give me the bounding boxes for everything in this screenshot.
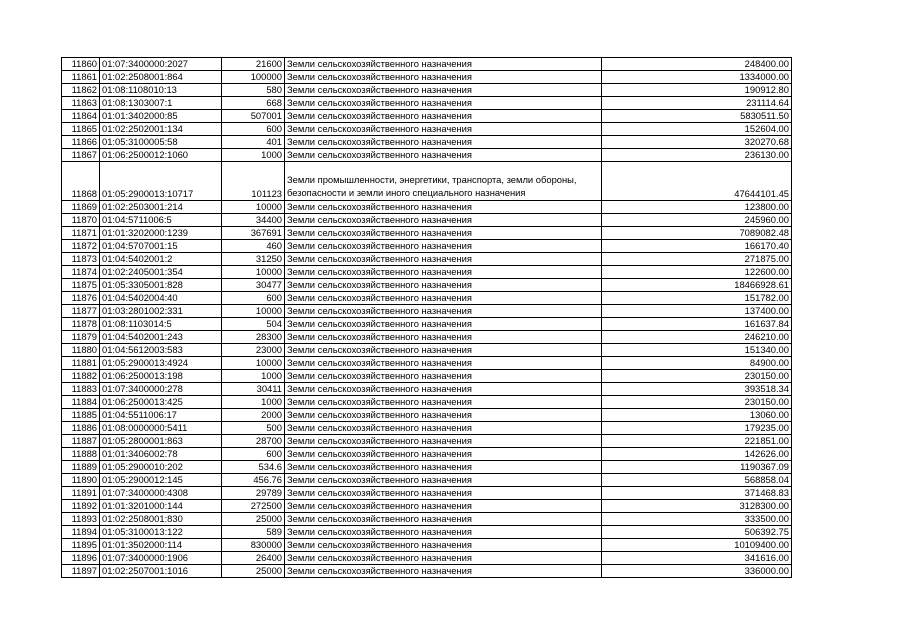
cadastral-value-cell: 236130.00 [602,149,792,162]
table-row [62,149,792,162]
table-row [62,539,792,552]
cadastral-number-cell: 01:06:2500013:425 [100,396,222,409]
land-category-cell: Земли сельскохозяйственного назначения [285,266,602,279]
cadastral-number-cell: 01:05:3305001:828 [100,279,222,292]
land-category-cell: Земли сельскохозяйственного назначения [285,513,602,526]
area-cell: 30411 [222,383,285,396]
table-row [62,71,792,84]
area-cell: 23000 [222,344,285,357]
table-row [62,500,792,513]
cadastral-value-cell: 190912.80 [602,84,792,97]
row-number-cell: 11873 [62,253,100,266]
area-cell: 589 [222,526,285,539]
land-category-cell: Земли сельскохозяйственного назначения [285,500,602,513]
land-category-cell: Земли сельскохозяйственного назначения [285,461,602,474]
land-category-cell: Земли сельскохозяйственного назначения [285,97,602,110]
table-row [62,487,792,500]
land-category-cell: Земли сельскохозяйственного назначения [285,565,602,578]
cadastral-number-cell: 01:05:2900013:4924 [100,357,222,370]
cadastral-value-cell: 10109400.00 [602,539,792,552]
table-row [62,58,792,71]
table-row [62,331,792,344]
table-row [62,123,792,136]
area-cell: 101123 [222,162,285,201]
land-category-cell: Земли сельскохозяйственного назначения [285,110,602,123]
land-category-cell: Земли сельскохозяйственного назначения [285,474,602,487]
area-cell: 600 [222,448,285,461]
land-category-cell: Земли сельскохозяйственного назначения [285,383,602,396]
table-row [62,292,792,305]
row-number-cell: 11869 [62,201,100,214]
cadastral-number-cell: 01:08:1103014:5 [100,318,222,331]
table-row [62,435,792,448]
cadastral-number-cell: 01:08:1303007:1 [100,97,222,110]
area-cell: 580 [222,84,285,97]
row-number-cell: 11876 [62,292,100,305]
land-category-cell: Земли сельскохозяйственного назначения [285,84,602,97]
cadastral-value-cell: 151340.00 [602,344,792,357]
cadastral-value-cell: 230150.00 [602,370,792,383]
row-number-cell: 11862 [62,84,100,97]
land-category-cell: Земли сельскохозяйственного назначения [285,58,602,71]
cadastral-number-cell: 01:04:5711006:5 [100,214,222,227]
cadastral-number-cell: 01:04:5402004:40 [100,292,222,305]
cadastral-number-cell: 01:01:3201000:144 [100,500,222,513]
area-cell: 30477 [222,279,285,292]
land-category-cell: Земли сельскохозяйственного назначения [285,396,602,409]
area-cell: 1000 [222,149,285,162]
land-category-cell: Земли сельскохозяйственного назначения [285,149,602,162]
row-number-cell: 11896 [62,552,100,565]
area-cell: 668 [222,97,285,110]
area-cell: 401 [222,136,285,149]
cadastral-value-cell: 333500.00 [602,513,792,526]
land-category-cell: Земли сельскохозяйственного назначения [285,292,602,305]
land-category-cell: Земли сельскохозяйственного назначения [285,136,602,149]
cadastral-number-cell: 01:01:3202000:1239 [100,227,222,240]
cadastral-value-cell: 320270.68 [602,136,792,149]
table-row [62,552,792,565]
area-cell: 504 [222,318,285,331]
cadastral-value-cell: 568858.04 [602,474,792,487]
cadastral-value-cell: 506392.75 [602,526,792,539]
row-number-cell: 11879 [62,331,100,344]
area-cell: 600 [222,292,285,305]
land-category-cell: Земли сельскохозяйственного назначения [285,318,602,331]
cadastral-value-cell: 336000.00 [602,565,792,578]
table-row [62,201,792,214]
cadastral-value-cell: 248400.00 [602,58,792,71]
row-number-cell: 11878 [62,318,100,331]
row-number-cell: 11871 [62,227,100,240]
row-number-cell: 11897 [62,565,100,578]
area-cell: 1000 [222,396,285,409]
area-cell: 456.76 [222,474,285,487]
land-category-cell: Земли сельскохозяйственного назначения [285,71,602,84]
cadastral-number-cell: 01:04:5612003:583 [100,344,222,357]
area-cell: 28300 [222,331,285,344]
land-category-cell: Земли сельскохозяйственного назначения [285,487,602,500]
land-category-cell: Земли сельскохозяйственного назначения [285,357,602,370]
area-cell: 29789 [222,487,285,500]
area-cell: 34400 [222,214,285,227]
cadastral-value-cell: 3128300.00 [602,500,792,513]
cadastral-number-cell: 01:02:2405001:354 [100,266,222,279]
area-cell: 10000 [222,305,285,318]
cadastral-value-cell: 246210.00 [602,331,792,344]
row-number-cell: 11888 [62,448,100,461]
table-row [62,565,792,578]
area-cell: 500 [222,422,285,435]
table-row [62,422,792,435]
table-row [62,461,792,474]
row-number-cell: 11874 [62,266,100,279]
area-cell: 21600 [222,58,285,71]
table-row [62,162,792,201]
cadastral-number-cell: 01:05:2800001:863 [100,435,222,448]
cadastral-number-cell: 01:06:2500013:198 [100,370,222,383]
cadastral-number-cell: 01:08:1108010:13 [100,84,222,97]
cadastral-number-cell: 01:02:2503001:214 [100,201,222,214]
row-number-cell: 11866 [62,136,100,149]
cadastral-value-cell: 179235.00 [602,422,792,435]
land-category-cell: Земли сельскохозяйственного назначения [285,201,602,214]
row-number-cell: 11887 [62,435,100,448]
cadastral-number-cell: 01:05:3100005:58 [100,136,222,149]
cadastral-number-cell: 01:02:2508001:864 [100,71,222,84]
area-cell: 600 [222,123,285,136]
row-number-cell: 11894 [62,526,100,539]
land-category-cell: Земли сельскохозяйственного назначения [285,409,602,422]
cadastral-number-cell: 01:04:5402001:2 [100,253,222,266]
row-number-cell: 11872 [62,240,100,253]
area-cell: 460 [222,240,285,253]
area-cell: 507001 [222,110,285,123]
cadastral-number-cell: 01:05:2900010:202 [100,461,222,474]
row-number-cell: 11883 [62,383,100,396]
cadastral-value-cell: 230150.00 [602,396,792,409]
cadastral-number-cell: 01:08:0000000:5411 [100,422,222,435]
land-category-cell: Земли сельскохозяйственного назначения [285,279,602,292]
land-category-cell: Земли сельскохозяйственного назначения [285,526,602,539]
cadastral-value-cell: 1190367.09 [602,461,792,474]
cadastral-value-cell: 151782.00 [602,292,792,305]
table-row [62,240,792,253]
cadastral-number-cell: 01:02:2508001:830 [100,513,222,526]
row-number-cell: 11882 [62,370,100,383]
table-row [62,227,792,240]
area-cell: 272500 [222,500,285,513]
land-plots-table [61,57,792,578]
cadastral-value-cell: 142626.00 [602,448,792,461]
cadastral-value-cell: 84900.00 [602,357,792,370]
cadastral-value-cell: 161637.84 [602,318,792,331]
table-row [62,305,792,318]
table-row [62,513,792,526]
table-row [62,370,792,383]
row-number-cell: 11892 [62,500,100,513]
cadastral-number-cell: 01:07:3400000:2027 [100,58,222,71]
land-category-cell: Земли промышленности, энергетики, транспорта, земли обороны, безопасности и земли иного специального назначения [285,162,602,201]
area-cell: 830000 [222,539,285,552]
table-row [62,344,792,357]
row-number-cell: 11881 [62,357,100,370]
cadastral-value-cell: 231114.64 [602,97,792,110]
cadastral-number-cell: 01:05:3100013:122 [100,526,222,539]
area-cell: 534.6 [222,461,285,474]
cadastral-number-cell: 01:07:3400000:1906 [100,552,222,565]
table-body [62,58,792,578]
area-cell: 10000 [222,357,285,370]
area-cell: 25000 [222,565,285,578]
area-cell: 10000 [222,201,285,214]
table-row [62,383,792,396]
cadastral-value-cell: 152604.00 [602,123,792,136]
row-number-cell: 11880 [62,344,100,357]
cadastral-value-cell: 245960.00 [602,214,792,227]
cadastral-value-cell: 13060.00 [602,409,792,422]
table-row [62,448,792,461]
land-category-cell: Земли сельскохозяйственного назначения [285,214,602,227]
area-cell: 367691 [222,227,285,240]
row-number-cell: 11868 [62,162,100,201]
row-number-cell: 11895 [62,539,100,552]
cadastral-number-cell: 01:01:3406002:78 [100,448,222,461]
cadastral-number-cell: 01:01:3502000:114 [100,539,222,552]
land-category-cell: Земли сельскохозяйственного назначения [285,344,602,357]
table-row [62,97,792,110]
table-row [62,266,792,279]
table-row [62,136,792,149]
table-row [62,526,792,539]
cadastral-number-cell: 01:02:2507001:1016 [100,565,222,578]
cadastral-value-cell: 393518.34 [602,383,792,396]
table-row [62,84,792,97]
cadastral-value-cell: 47644101.45 [602,162,792,201]
row-number-cell: 11867 [62,149,100,162]
table-row [62,318,792,331]
cadastral-number-cell: 01:07:3400000:278 [100,383,222,396]
area-cell: 2000 [222,409,285,422]
cadastral-value-cell: 137400.00 [602,305,792,318]
cadastral-value-cell: 7089082.48 [602,227,792,240]
area-cell: 28700 [222,435,285,448]
cadastral-value-cell: 271875.00 [602,253,792,266]
row-number-cell: 11886 [62,422,100,435]
cadastral-number-cell: 01:02:2502001:134 [100,123,222,136]
cadastral-number-cell: 01:07:3400000:4308 [100,487,222,500]
cadastral-value-cell: 18466928.61 [602,279,792,292]
land-category-cell: Земли сельскохозяйственного назначения [285,305,602,318]
row-number-cell: 11884 [62,396,100,409]
cadastral-number-cell: 01:04:5707001:15 [100,240,222,253]
row-number-cell: 11875 [62,279,100,292]
row-number-cell: 11885 [62,409,100,422]
area-cell: 31250 [222,253,285,266]
row-number-cell: 11861 [62,71,100,84]
cadastral-value-cell: 123800.00 [602,201,792,214]
land-category-cell: Земли сельскохозяйственного назначения [285,435,602,448]
cadastral-value-cell: 1334000.00 [602,71,792,84]
area-cell: 25000 [222,513,285,526]
row-number-cell: 11864 [62,110,100,123]
cadastral-number-cell: 01:03:2801002:331 [100,305,222,318]
land-category-cell: Земли сельскохозяйственного назначения [285,331,602,344]
row-number-cell: 11891 [62,487,100,500]
table-row [62,409,792,422]
land-category-cell: Земли сельскохозяйственного назначения [285,227,602,240]
row-number-cell: 11877 [62,305,100,318]
land-category-cell: Земли сельскохозяйственного назначения [285,253,602,266]
land-category-cell: Земли сельскохозяйственного назначения [285,422,602,435]
row-number-cell: 11860 [62,58,100,71]
cadastral-value-cell: 341616.00 [602,552,792,565]
row-number-cell: 11893 [62,513,100,526]
land-category-cell: Земли сельскохозяйственного назначения [285,123,602,136]
cadastral-number-cell: 01:05:2900013:10717 [100,162,222,201]
row-number-cell: 11890 [62,474,100,487]
cadastral-number-cell: 01:04:5402001:243 [100,331,222,344]
area-cell: 10000 [222,266,285,279]
cadastral-value-cell: 5830511.50 [602,110,792,123]
cadastral-value-cell: 221851.00 [602,435,792,448]
land-category-cell: Земли сельскохозяйственного назначения [285,539,602,552]
cadastral-number-cell: 01:01:3402000:85 [100,110,222,123]
cadastral-number-cell: 01:04:5511006:17 [100,409,222,422]
cadastral-value-cell: 166170.40 [602,240,792,253]
table-row [62,110,792,123]
cadastral-number-cell: 01:05:2900012:145 [100,474,222,487]
table-row [62,253,792,266]
land-category-cell: Земли сельскохозяйственного назначения [285,448,602,461]
land-category-cell: Земли сельскохозяйственного назначения [285,552,602,565]
land-category-cell: Земли сельскохозяйственного назначения [285,370,602,383]
row-number-cell: 11870 [62,214,100,227]
table-row [62,474,792,487]
area-cell: 26400 [222,552,285,565]
table-row [62,214,792,227]
area-cell: 1000 [222,370,285,383]
table-row [62,357,792,370]
cadastral-number-cell: 01:06:2500012:1060 [100,149,222,162]
table-row [62,279,792,292]
row-number-cell: 11889 [62,461,100,474]
table-row [62,396,792,409]
row-number-cell: 11865 [62,123,100,136]
row-number-cell: 11863 [62,97,100,110]
cadastral-value-cell: 122600.00 [602,266,792,279]
area-cell: 100000 [222,71,285,84]
cadastral-value-cell: 371468.83 [602,487,792,500]
land-category-cell: Земли сельскохозяйственного назначения [285,240,602,253]
